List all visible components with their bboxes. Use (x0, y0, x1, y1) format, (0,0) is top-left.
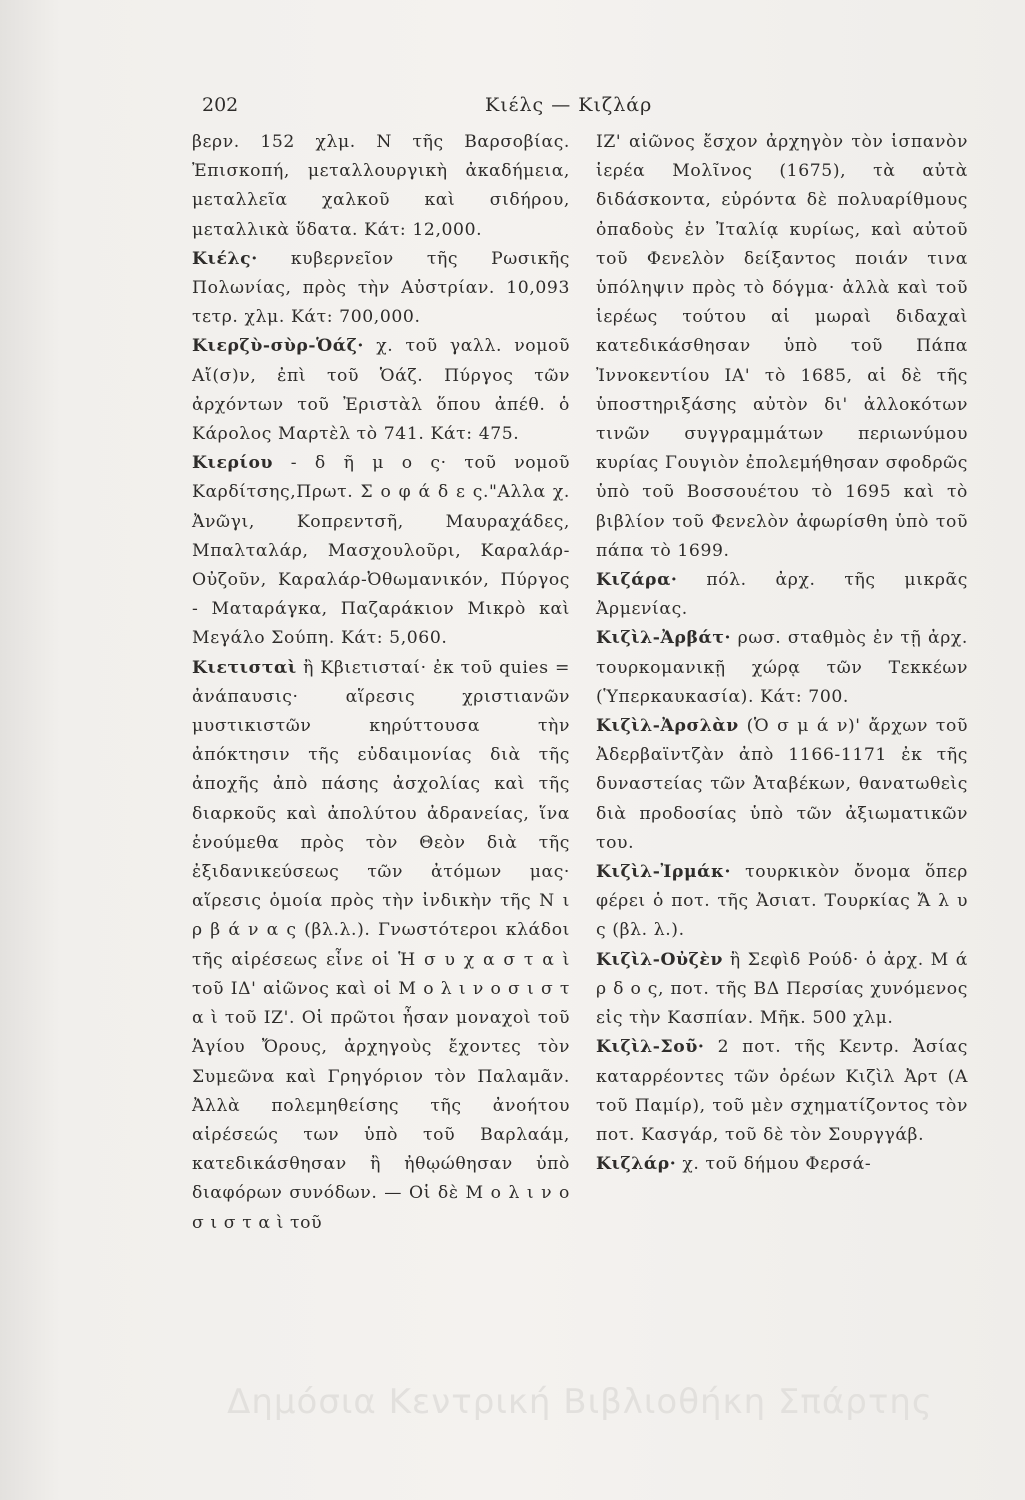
entry-headword: Κιζὶλ-Ἰρμάκ· (596, 862, 732, 883)
dictionary-entry (596, 712, 968, 858)
dictionary-entry (596, 624, 968, 712)
running-head: Κιέλς — Κιζλάρ (485, 94, 653, 116)
entry-text: ἢ Κβιετισταί· ἐκ τοῦ quies = ἀνάπαυσις· αἵρεσις χριστιανῶν μυστικιστῶν κηρύττουσα τὴν ἀπόκτησιν τῆς εὐδαιμονίας διὰ τῆς ἀποχῆς ἀπὸ πάσης ἀσχολίας καὶ τῆς διαρκοῦς καὶ ἀπολύτου ἀδρανείας, ἵνα ἑνούμεθα πρὸς τὸν Θεὸν διὰ τῆς ἐξιδανικεύσεως τῶν ἀτόμων μας· αἵρεσις ὁμοία πρὸς τὴν ἰνδικὴν τῆς Ν ι ρ β ά ν α ς (βλ.λ.). Γνωστότεροι κλάδοι τῆς αἱρέσεως εἶνε οἱ Ἡ σ υ χ α σ τ α ὶ τοῦ ΙΔ' αἰῶνος καὶ οἱ Μ ο λ ι ν ο σ ι σ τ α ὶ τοῦ ΙΖ'. Οἱ πρῶτοι ἦσαν μοναχοὶ τοῦ Ἁγίου Ὄρους, ἀρχηγοὺς ἔχοντες τὸν Συμεῶνα καὶ Γρηγόριον τὸν Παλαμᾶν. Ἀλλὰ πολεμηθείσης τῆς ἀνοήτου αἱρέσεώς των ὑπὸ τοῦ Βαρλαάμ, κατεδικάσθησαν ἢ ἠθῳώθησαν ὑπὸ διαφόρων συνόδων. — Οἱ δὲ Μ ο λ ι ν ο σ ι σ τ α ὶ τοῦ (192, 657, 570, 1233)
dictionary-entry (596, 128, 968, 566)
page-header (190, 88, 980, 128)
entry-text: χ. τοῦ γαλλ. νομοῦ Αἴ(σ)ν, ἐπὶ τοῦ Ὁάζ. Πύργος τῶν ἀρχόντων τοῦ Ἐριστὰλ ὅπου ἀπέθ. ὁ Κάρολος Μαρτὲλ τὸ 741. Κάτ: 475. (192, 336, 570, 445)
entry-headword: Κιετισταὶ (192, 657, 297, 678)
entry-text: χ. τοῦ δήμου Φερσά- (676, 1154, 872, 1175)
dictionary-entry (192, 245, 570, 333)
entry-text: ἢ Σεφὶδ Ρούδ· ὁ ἀρχ. Μ ά ρ δ ο ς, ποτ. τῆς ΒΔ Περσίας χυνόμενος εἰς τὴν Κασπίαν. Μῆκ. 500 χλμ. (596, 949, 968, 1029)
right-column (596, 128, 968, 1179)
dictionary-entry (192, 449, 570, 653)
entry-text: βερν. 152 χλμ. Ν τῆς Βαρσοβίας. Ἐπισκοπή, μεταλλουργικὴ ἀκαδήμεια, μεταλλεῖα χαλκοῦ καὶ σιδήρου, μεταλλικὰ ὕδατα. Κάτ: 12,000. (192, 132, 570, 240)
entry-text: τουρκικὸν ὄνομα ὅπερ φέρει ὁ ποτ. τῆς Ἀσιατ. Τουρκίας Ἄ λ υ ς (βλ. λ.). (596, 862, 968, 941)
entry-headword: Κιερίου (192, 453, 274, 474)
entry-headword: Κιζὶλ-Ἀρβάτ· (596, 628, 732, 649)
entry-text: πόλ. ἀρχ. τῆς μικρᾶς Ἀρμενίας. (596, 570, 968, 620)
dictionary-entry (596, 1033, 968, 1150)
entry-headword: Κιζὶλ-Σοῦ· (596, 1037, 705, 1058)
entry-text: 2 ποτ. τῆς Κεντρ. Ἀσίας καταρρέοντες τῶν ὀρέων Κιζὶλ Ἀρτ (Α τοῦ Παμίρ), τοῦ μὲν σχηματίζοντος τὸν ποτ. Κασγάρ, τοῦ δὲ τὸν Σουργγάβ. (596, 1037, 968, 1145)
dictionary-entry (596, 946, 968, 1034)
dictionary-entry (192, 332, 570, 449)
entry-text: - δ ῆ μ ο ς· τοῦ νομοῦ Καρδίτσης,Πρωτ. Σ ο φ ά δ ε ς."Αλλα χ. Ἀνῶγι, Κοπρεντσῆ, Μαυραχάδες, Μπαλταλάρ, Μασχουλοῦρι, Καραλάρ-Οὐζοῦν, Καραλάρ-Ὀθωμανικόν, Πύργος - Ματαράγκα, Παζαράκιον Μικρὸ καὶ Μεγάλο Σούπη. Κάτ: 5,060. (192, 453, 570, 649)
library-watermark: Δημόσια Κεντρική Βιβλιοθήκη Σπάρτης (227, 1382, 933, 1422)
dictionary-entry (596, 566, 968, 624)
entry-headword: Κιζὶλ-Οὐζὲν (596, 949, 723, 970)
dictionary-entry (192, 654, 570, 1238)
left-column (192, 128, 570, 1238)
entry-headword: Κιερζὺ-σὺρ-Ὁάζ· (192, 336, 364, 357)
entry-headword: Κιέλς· (192, 248, 258, 269)
dictionary-entry (596, 858, 968, 946)
dictionary-entry (192, 128, 570, 245)
entry-headword: Κιζὶλ-Ἀρσλὰν (596, 716, 739, 737)
dictionary-entry (596, 1150, 968, 1179)
page-number: 202 (202, 94, 239, 116)
entry-text: (Ὁ σ μ ά ν)' ἄρχων τοῦ Ἀδερβαϊντζὰν ἀπὸ 1166-1171 ἐκ τῆς δυναστείας τῶν Ἀταβέκων, θανατωθεὶς διὰ προδοσίας ὑπὸ τῶν ἀξιωματικῶν του. (596, 716, 968, 853)
entry-headword: Κιζλάρ· (596, 1154, 677, 1175)
entry-headword: Κιζάρα· (596, 570, 678, 591)
entry-text: κυβερνεῖον τῆς Ρωσικῆς Πολωνίας, πρὸς τὴν Αὐστρίαν. 10,093 τετρ. χλμ. Κάτ: 700,000. (192, 248, 570, 328)
entry-text: ΙΖ' αἰῶνος ἔσχον ἀρχηγὸν τὸν ἱσπανὸν ἱερέα Μολῖνος (1675), τὰ αὐτὰ διδάσκοντα, εὑρόντα δὲ πολυαρίθμους ὀπαδοὺς ἐν Ἰταλίᾳ κυρίως, καὶ αὐτοῦ τοῦ Φενελὸν δείξαντος ποιάν τινα ὑπόληψιν πρὸς τὸ δόγμα· ἀλλὰ καὶ τοῦ ἱερέως τούτου αἱ μωραὶ διδαχαὶ κατεδικάσθησαν ὑπὸ τοῦ Πάπα Ἰννοκεντίου ΙΑ' τὸ 1685, αἱ δὲ τῆς ὑποστηριξάσης αὐτὸν δι' ἀλλοκότων τινῶν συγγραμμάτων περιωνύμου κυρίας Γουγιὸν ἐπολεμήθησαν σφοδρῶς ὑπὸ τοῦ Βοσσουέτου τὸ 1695 καὶ τὸ βιβλίον τοῦ Φενελὸν ἀφωρίσθη ὑπὸ τοῦ πάπα τὸ 1699. (596, 132, 968, 561)
entry-text: ρωσ. σταθμὸς ἐν τῇ ἀρχ. τουρκομανικῇ χώρᾳ τῶν Τεκκέων (Ὑπερκαυκασία). Κάτ: 700. (596, 628, 968, 707)
